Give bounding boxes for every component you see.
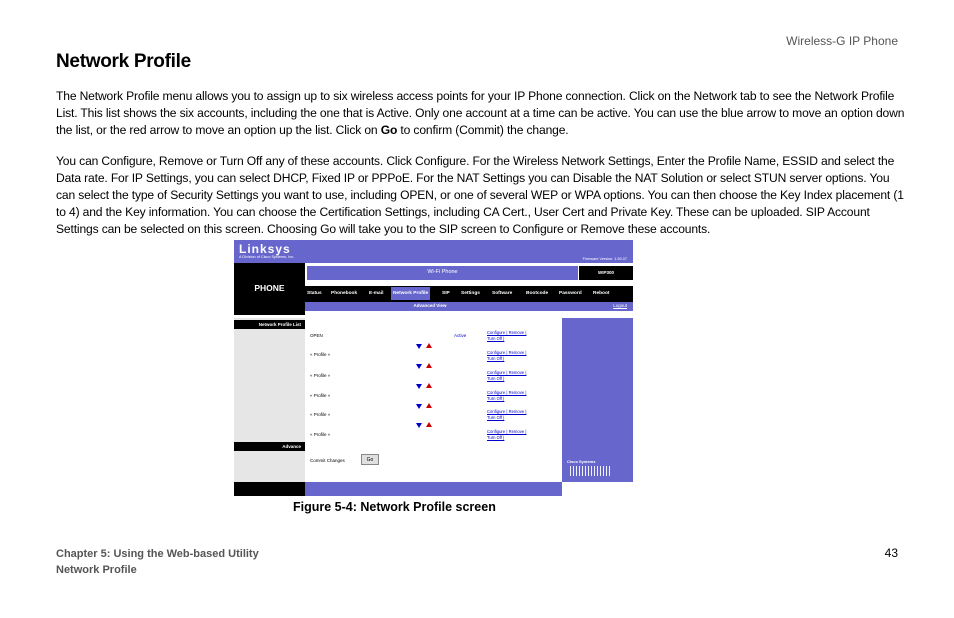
footer-section-title: Network Profile — [56, 564, 137, 576]
turn-off-link[interactable]: Turn Off | — [487, 336, 505, 341]
footer-chapter-title: Chapter 5: Using the Web-based Utility — [56, 548, 259, 560]
subnav-bar — [305, 302, 633, 311]
tab-phonebook[interactable]: Phonebook — [331, 291, 358, 296]
move-down-arrow-icon[interactable] — [416, 404, 422, 409]
configure-remove-links[interactable]: Configure | Remove | — [487, 390, 527, 395]
cisco-logo-text: Cisco Systems — [567, 459, 596, 464]
bottom-band — [305, 482, 562, 496]
page-number: 43 — [884, 546, 898, 560]
profile-row-links[interactable] — [487, 350, 526, 362]
tab-email[interactable]: E-mail — [369, 291, 384, 296]
intro-text-c: to confirm (Commit) the change. — [397, 123, 569, 137]
product-name: Wireless-G IP Phone — [786, 34, 898, 48]
turn-off-link[interactable]: Turn Off | — [487, 376, 505, 381]
move-down-arrow-icon[interactable] — [416, 384, 422, 389]
footer-chapter — [56, 546, 259, 578]
move-down-arrow-icon[interactable] — [416, 364, 422, 369]
model-label: WIP300 — [597, 270, 614, 275]
phone-panel — [234, 263, 305, 315]
details-paragraph: You can Configure, Remove or Turn Off any of these accounts. Click Configure. For the Wireless Network Settings, Enter the Profile Name, ESSID and select the Data rate. For IP Settings, you can select DHCP, Fixed IP or PPPoE. For the NAT Settings you can Disable the NAT Solution or select STUN server options. You can select the type of Security Settings you want to use, including OPEN, or one of several WEP or WPA options. You can then choose the Key Index placement (1 to 4) and the Key information. You can choose the Certification Settings, including CA Cert., User Cert and Private Key. These can be uploaded. SIP Account Settings can be selected on this screen. Choosing Go will take you to the SIP screen to Configure or Remove these accounts. — [56, 154, 904, 236]
configure-remove-links[interactable]: Configure | Remove | — [487, 409, 527, 414]
intro-text-a: The Network Profile menu allows you to assign up to six wireless access points for your IP Phone connection. Click on the Network tab to see the Network Profile List. This list shows the six accounts, including the one that is Active. Only one account at a time can be active. You can use the blue arrow to move an option down the list, or the red arrow to move an option up the list. Click on — [56, 89, 905, 137]
turn-off-link[interactable]: Turn Off | — [487, 356, 505, 361]
go-button[interactable]: Go — [361, 454, 379, 465]
move-down-arrow-icon[interactable] — [416, 344, 422, 349]
left-sidebar — [234, 318, 305, 482]
tab-software[interactable]: Software — [492, 291, 513, 296]
profile-row-links[interactable] — [487, 390, 526, 402]
turn-off-link[interactable]: Turn Off | — [487, 435, 505, 440]
advanced-view-label: Advanced View — [413, 303, 447, 308]
wifi-phone-title-bar — [307, 266, 578, 280]
profile-row-links[interactable] — [487, 370, 526, 382]
profile-row-label: « Profile » — [310, 352, 331, 357]
wifi-phone-title: Wi-Fi Phone — [427, 269, 458, 275]
cisco-bridge-icon — [570, 466, 610, 476]
tab-settings[interactable]: Settings — [461, 291, 480, 296]
page-title: Network Profile — [56, 51, 191, 72]
configure-remove-links[interactable]: Configure | Remove | — [487, 330, 527, 335]
sidebar-list-label: Network Profile List — [258, 322, 301, 327]
configure-remove-links[interactable]: Configure | Remove | — [487, 429, 527, 434]
network-profile-screenshot — [234, 240, 633, 496]
tab-network-profile[interactable]: Network Profile — [391, 287, 430, 300]
move-up-arrow-icon[interactable] — [426, 403, 432, 408]
profile-row-label: « Profile » — [310, 373, 331, 378]
profile-row-label: « Profile » — [310, 432, 331, 437]
sidebar-network-profile-list — [234, 320, 305, 329]
commit-changes-label: Commit Changes — [310, 458, 345, 463]
move-up-arrow-icon[interactable] — [426, 363, 432, 368]
configure-remove-links[interactable]: Configure | Remove | — [487, 350, 527, 355]
move-up-arrow-icon[interactable] — [426, 422, 432, 427]
intro-text-go: Go — [380, 123, 398, 137]
brand-band — [234, 240, 633, 263]
profile-row-links[interactable] — [487, 429, 526, 441]
profile-row-status: Active — [454, 333, 467, 338]
model-box — [579, 266, 633, 280]
bottom-left-band — [234, 482, 305, 496]
phone-label: PHONE — [254, 283, 285, 293]
sidebar-advance-label: Advance — [282, 444, 301, 449]
move-down-arrow-icon[interactable] — [416, 423, 422, 428]
move-up-arrow-icon[interactable] — [426, 383, 432, 388]
profile-row-links[interactable] — [487, 409, 526, 421]
turn-off-link[interactable]: Turn Off | — [487, 415, 505, 420]
linksys-logo: Linksys — [239, 242, 291, 256]
intro-paragraph — [56, 88, 906, 139]
logo-subtitle: A Division of Cisco Systems, Inc. — [239, 255, 295, 259]
right-sidebar — [562, 318, 633, 482]
profile-row-label: « Profile » — [310, 393, 331, 398]
firmware-version: Firmware Version: 1.50.07 — [582, 257, 627, 261]
configure-remove-links[interactable]: Configure | Remove | — [487, 370, 527, 375]
main-nav — [305, 286, 633, 302]
profile-row-label: OPEN — [310, 333, 323, 338]
profile-row-links[interactable] — [487, 330, 526, 342]
tab-status[interactable]: Status — [307, 291, 322, 296]
turn-off-link[interactable]: Turn Off | — [487, 396, 505, 401]
figure-caption: Figure 5-4: Network Profile screen — [293, 500, 496, 514]
tab-sip[interactable]: SIP — [442, 291, 450, 296]
sidebar-advance — [234, 442, 305, 451]
tab-reboot[interactable]: Reboot — [593, 291, 610, 296]
profile-row-label: « Profile » — [310, 412, 331, 417]
tab-bootcode[interactable]: Bootcode — [526, 291, 549, 296]
move-up-arrow-icon[interactable] — [426, 343, 432, 348]
logout-link[interactable]: Logout — [613, 303, 627, 308]
tab-password[interactable]: Password — [559, 291, 582, 296]
